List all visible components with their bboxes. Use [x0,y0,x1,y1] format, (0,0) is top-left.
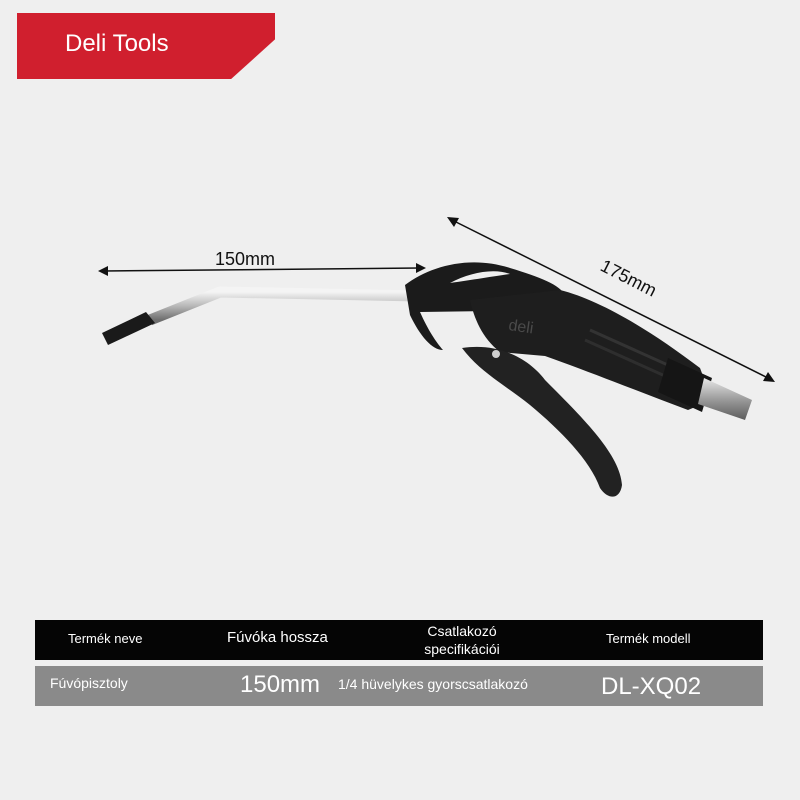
value-product-model: DL-XQ02 [601,673,702,700]
header-product-name: Termék neve [68,631,143,646]
value-product-name: Fúvópisztoly [50,675,128,691]
spec-header-row [35,620,763,660]
spec-table [35,620,763,706]
value-nozzle-length: 150mm [240,671,321,698]
nozzle-length-dimension [98,249,426,276]
overall-length-label: 175mm [597,255,660,301]
header-product-model: Termék modell [606,631,691,646]
nozzle-length-label: 150mm [215,249,276,269]
brand-name: Deli Tools [65,30,169,57]
spec-value-row [35,666,763,706]
product-logo: deli [507,317,535,338]
blow-gun-image [102,262,752,496]
header-nozzle-length: Fúvóka hossza [227,629,328,646]
header-connector-spec: Csatlakozó specifikációi [424,623,500,657]
value-connector-spec: 1/4 hüvelykes gyorscsatlakozó [338,676,528,692]
